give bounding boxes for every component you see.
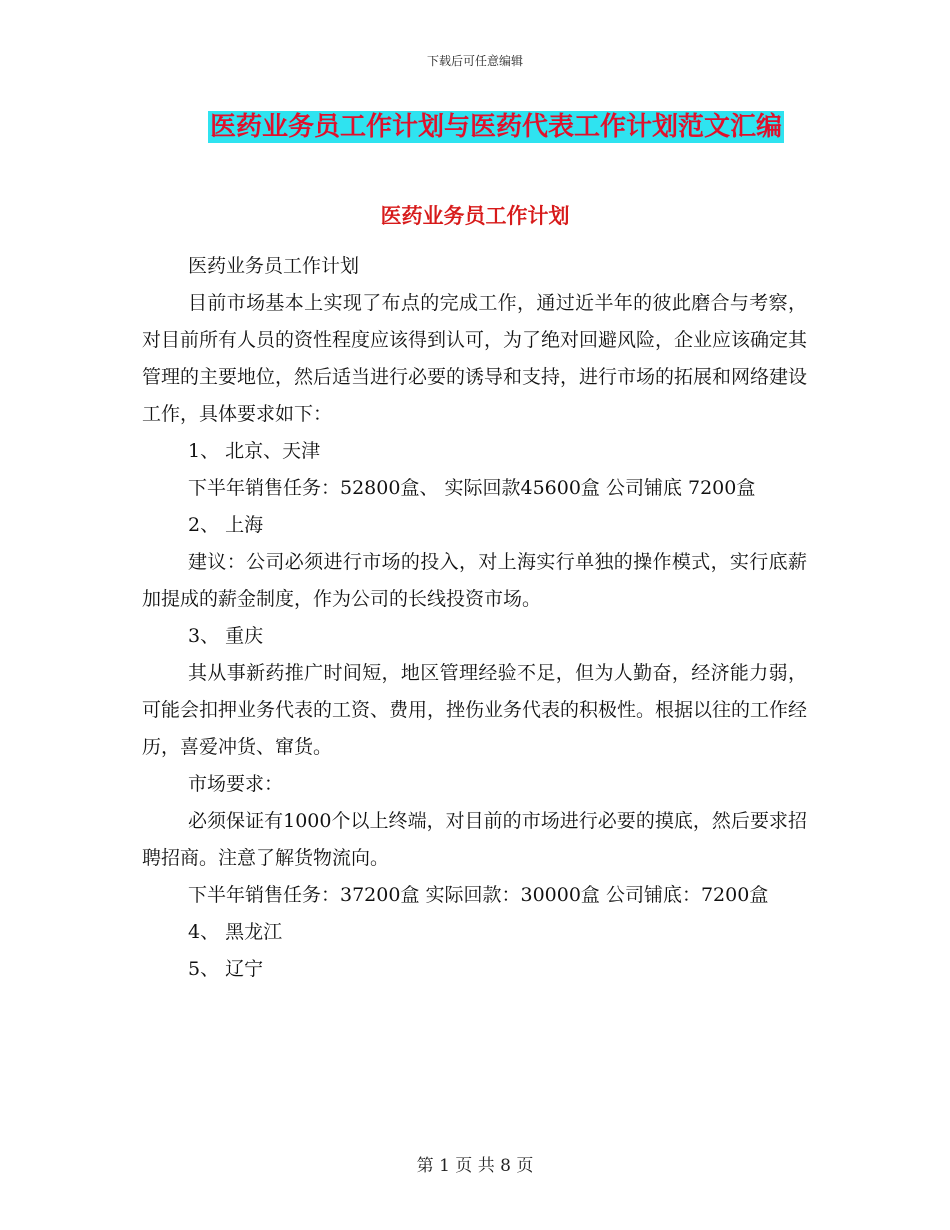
paragraph-beijing-sales-target: 下半年销售任务：52800盒、 实际回款45600盒 公司铺底 7200盒 [188,477,756,499]
region-heading-heilongjiang: 4、 黑龙江 [188,921,283,943]
paragraph-market-overview: 目前市场基本上实现了布点的完成工作，通过近半年的彼此磨合与考察，对目前所有人员的资性程度应该得到认可，为了绝对回避风险，企业应该确定其管理的主要地位，然后适当进行必要的诱导和支持，进行市场的拓展和网络建设工作，具体要求如下： [142,292,808,425]
document-title-wrapper [208,110,784,144]
region-heading-chongqing: 3、 重庆 [188,625,264,647]
region-heading-beijing-tianjin: 1、 北京、天津 [188,440,321,462]
document-body [142,248,807,988]
paragraph-market-requirements: 必须保证有1000个以上终端，对目前的市场进行必要的摸底，然后要求招聘招商。注意了解货物流向。 [142,810,807,869]
paragraph-market-requirements-label: 市场要求： [188,773,284,795]
page-indicator: 第 1 页 共 8 页 [416,1156,534,1176]
region-heading-liaoning: 5、 辽宁 [188,958,264,980]
region-heading-shanghai: 2、 上海 [188,514,264,536]
document-title: 医药业务员工作计划与医药代表工作计划范文汇编 [210,112,783,142]
paragraph-chongqing-sales-target: 下半年销售任务：37200盒 实际回款：30000盒 公司铺底：7200盒 [188,884,769,906]
paragraph-plan-title: 医药业务员工作计划 [188,255,360,277]
paragraph-chongqing-analysis: 其从事新药推广时间短，地区管理经验不足，但为人勤奋，经济能力弱，可能会扣押业务代表的工资、费用，挫伤业务代表的积极性。根据以往的工作经历，喜爱冲货、窜货。 [142,662,808,758]
header-note: 下载后可任意编辑 [426,54,523,68]
section-title: 医药业务员工作计划 [380,203,570,228]
paragraph-shanghai-suggestion: 建议：公司必须进行市场的投入，对上海实行单独的操作模式，实行底薪加提成的薪金制度，作为公司的长线投资市场。 [142,551,807,610]
